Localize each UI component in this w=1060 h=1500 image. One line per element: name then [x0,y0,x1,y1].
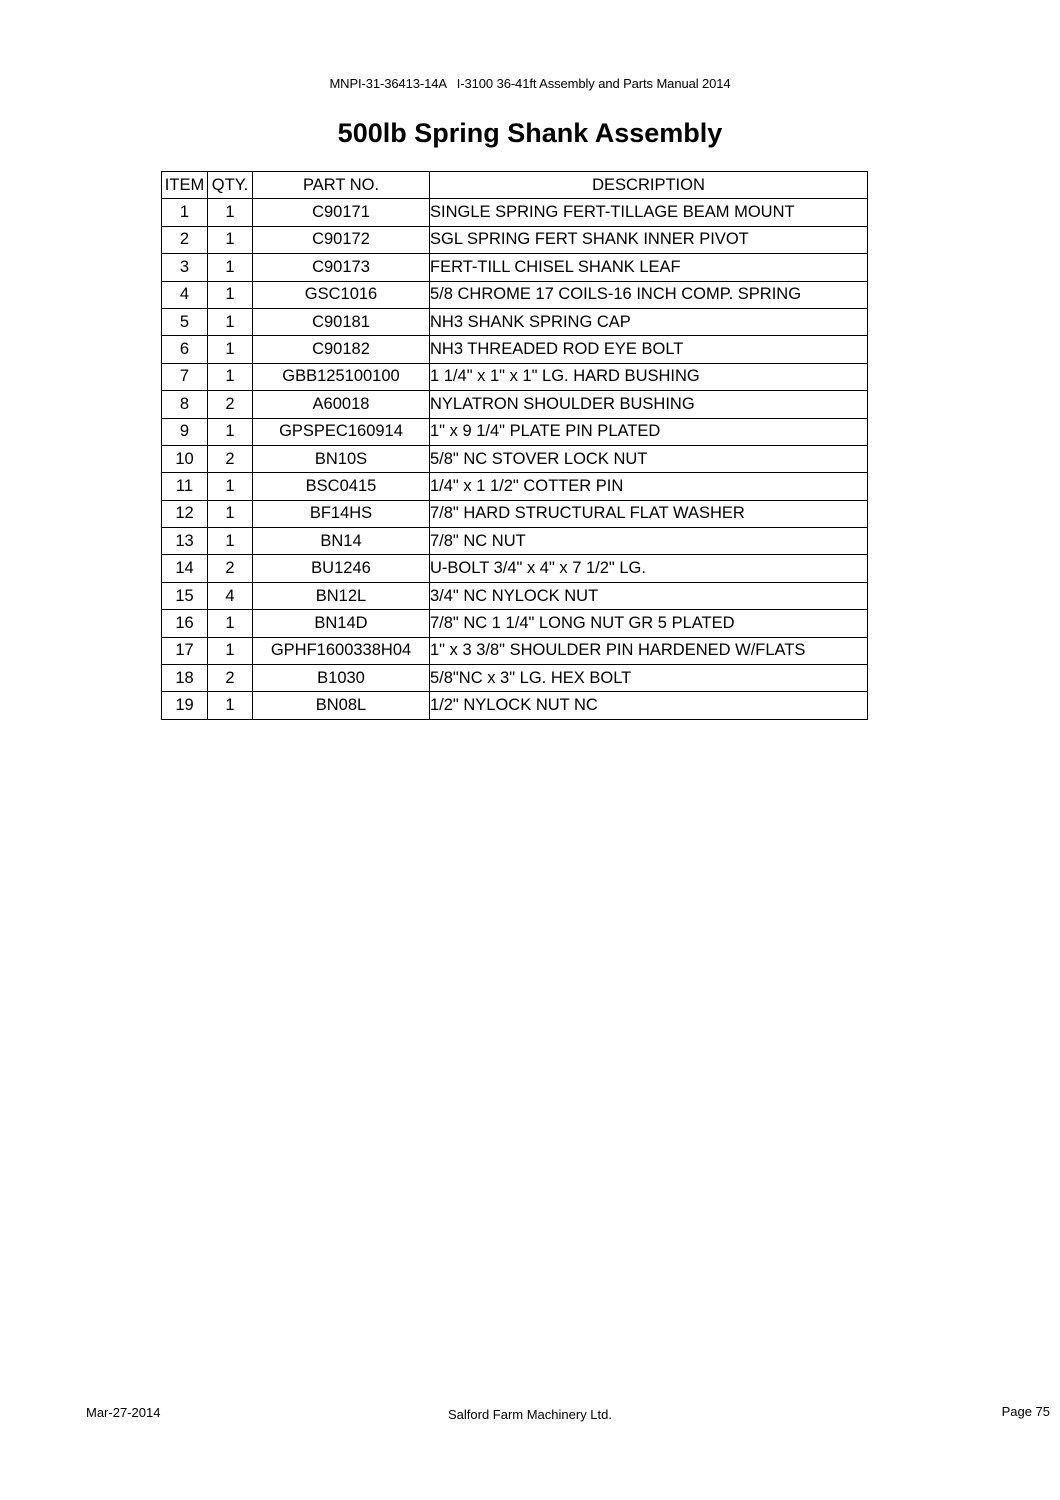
qty-cell: 1 [208,528,253,555]
parts-table-body [162,199,868,719]
description-cell: U-BOLT 3/4" x 4" x 7 1/2" LG. [430,555,868,582]
table-row [162,199,868,226]
item-cell: 5 [162,308,208,335]
item-cell: 13 [162,528,208,555]
item-cell: 19 [162,692,208,719]
item-cell: 16 [162,610,208,637]
table-row [162,363,868,390]
footer-company: Salford Farm Machinery Ltd. [447,1407,612,1422]
part-no-cell: BN12L [253,582,430,609]
item-cell: 10 [162,445,208,472]
table-row [162,473,868,500]
table-row [162,500,868,527]
parts-table [161,171,868,720]
page-title: 500lb Spring Shank Assembly [337,118,723,148]
qty-cell: 1 [208,500,253,527]
part-no-cell: GBB125100100 [253,363,430,390]
part-no-cell: B1030 [253,665,430,692]
part-no-cell: GPHF1600338H04 [253,637,430,664]
qty-cell: 2 [208,555,253,582]
table-row [162,665,868,692]
table-row [162,418,868,445]
description-cell: 5/8" NC STOVER LOCK NUT [430,445,868,472]
part-no-cell: C90173 [253,254,430,281]
table-row [162,254,868,281]
table-row [162,692,868,719]
column-header-part-no: PART NO. [253,172,430,199]
qty-cell: 1 [208,610,253,637]
part-no-cell: C90181 [253,308,430,335]
table-row [162,445,868,472]
document-header: MNPI-31-36413-14A I-3100 36-41ft Assembly and Parts Manual 2014 [329,76,731,91]
qty-cell: 1 [208,363,253,390]
qty-cell: 1 [208,473,253,500]
part-no-cell: C90171 [253,199,430,226]
table-header-row [162,172,868,199]
qty-cell: 1 [208,254,253,281]
qty-cell: 2 [208,665,253,692]
part-no-cell: BN14D [253,610,430,637]
table-row [162,610,868,637]
description-cell: NH3 SHANK SPRING CAP [430,308,868,335]
column-header-description: DESCRIPTION [430,172,868,199]
item-cell: 17 [162,637,208,664]
item-cell: 1 [162,199,208,226]
description-cell: SGL SPRING FERT SHANK INNER PIVOT [430,226,868,253]
description-cell: 3/4" NC NYLOCK NUT [430,582,868,609]
item-cell: 9 [162,418,208,445]
item-cell: 6 [162,336,208,363]
part-no-cell: BN08L [253,692,430,719]
description-cell: 1/4" x 1 1/2" COTTER PIN [430,473,868,500]
qty-cell: 1 [208,199,253,226]
item-cell: 7 [162,363,208,390]
qty-cell: 4 [208,582,253,609]
description-cell: FERT-TILL CHISEL SHANK LEAF [430,254,868,281]
table-row [162,582,868,609]
table-row [162,336,868,363]
qty-cell: 2 [208,391,253,418]
qty-cell: 1 [208,692,253,719]
description-cell: 5/8 CHROME 17 COILS-16 INCH COMP. SPRING [430,281,868,308]
description-cell: 7/8" NC NUT [430,528,868,555]
description-cell: 1/2" NYLOCK NUT NC [430,692,868,719]
description-cell: SINGLE SPRING FERT-TILLAGE BEAM MOUNT [430,199,868,226]
item-cell: 14 [162,555,208,582]
qty-cell: 1 [208,308,253,335]
item-cell: 2 [162,226,208,253]
footer-page-number: Page 75 [1001,1404,1050,1419]
description-cell: 1 1/4" x 1" x 1" LG. HARD BUSHING [430,363,868,390]
item-cell: 4 [162,281,208,308]
table-row [162,281,868,308]
item-cell: 11 [162,473,208,500]
column-header-qty: QTY. [208,172,253,199]
qty-cell: 1 [208,637,253,664]
part-no-cell: BN14 [253,528,430,555]
footer-date: Mar-27-2014 [86,1405,161,1420]
part-no-cell: BU1246 [253,555,430,582]
item-cell: 18 [162,665,208,692]
part-no-cell: C90172 [253,226,430,253]
description-cell: 1" x 3 3/8" SHOULDER PIN HARDENED W/FLATS [430,637,868,664]
part-no-cell: BSC0415 [253,473,430,500]
table-row [162,637,868,664]
part-no-cell: GPSPEC160914 [253,418,430,445]
qty-cell: 2 [208,445,253,472]
part-no-cell: C90182 [253,336,430,363]
table-row [162,555,868,582]
qty-cell: 1 [208,418,253,445]
part-no-cell: BF14HS [253,500,430,527]
table-row [162,391,868,418]
part-no-cell: BN10S [253,445,430,472]
part-no-cell: A60018 [253,391,430,418]
qty-cell: 1 [208,281,253,308]
part-no-cell: GSC1016 [253,281,430,308]
description-cell: 7/8" NC 1 1/4" LONG NUT GR 5 PLATED [430,610,868,637]
column-header-item: ITEM [162,172,208,199]
description-cell: 7/8" HARD STRUCTURAL FLAT WASHER [430,500,868,527]
description-cell: 5/8"NC x 3" LG. HEX BOLT [430,665,868,692]
table-row [162,528,868,555]
description-cell: NYLATRON SHOULDER BUSHING [430,391,868,418]
item-cell: 12 [162,500,208,527]
item-cell: 3 [162,254,208,281]
table-row [162,308,868,335]
table-row [162,226,868,253]
qty-cell: 1 [208,226,253,253]
description-cell: 1" x 9 1/4" PLATE PIN PLATED [430,418,868,445]
qty-cell: 1 [208,336,253,363]
description-cell: NH3 THREADED ROD EYE BOLT [430,336,868,363]
item-cell: 15 [162,582,208,609]
item-cell: 8 [162,391,208,418]
